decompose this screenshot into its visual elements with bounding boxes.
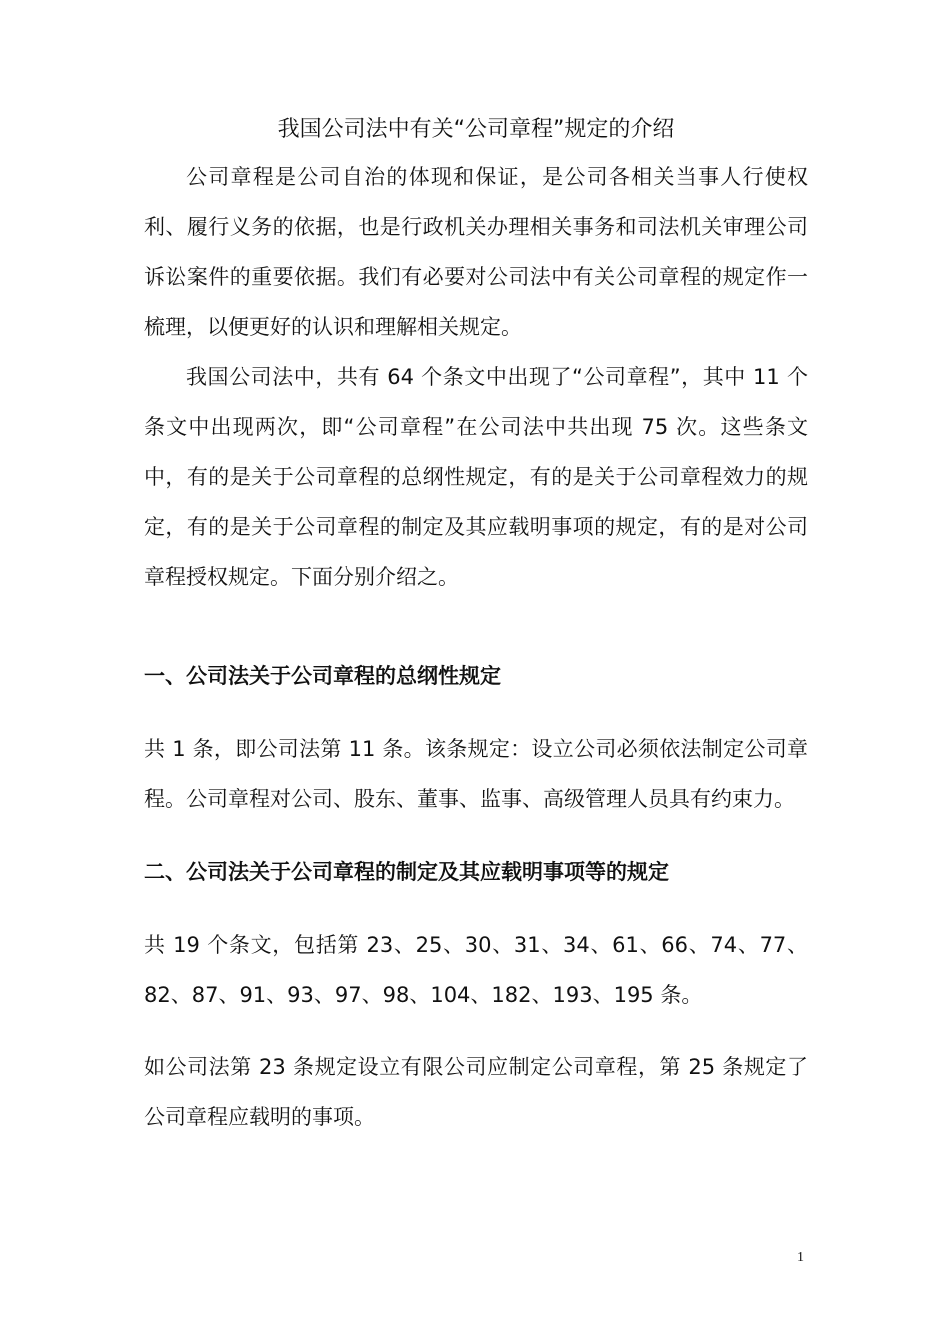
document-title: 我国公司法中有关“公司章程”规定的介绍	[277, 117, 675, 142]
document-body	[144, 108, 808, 1142]
intro-paragraph-1: 公司章程是公司自治的体现和保证，是公司各相关当事人行使权利、履行义务的依据，也是行政机关办理相关事务和司法机关审理公司诉讼案件的重要依据。我们有必要对公司法中有关公司章程的规定作一梳理，以便更好的认识和理解相关规定。	[144, 165, 808, 339]
page-number: 1	[797, 1250, 804, 1265]
spacer	[144, 1020, 808, 1042]
spacer	[144, 897, 808, 920]
section-1-heading: 一、公司法关于公司章程的总纲性规定	[144, 664, 501, 688]
spacer	[144, 602, 808, 651]
section-2-heading: 二、公司法关于公司章程的制定及其应载明事项等的规定	[144, 860, 669, 884]
section-2-paragraph-2: 如公司法第 23 条规定设立有限公司应制定公司章程，第 25 条规定了公司章程应载明的事项。	[144, 1055, 808, 1129]
section-2-paragraph-1: 共 19 个条文，包括第 23、25、30、31、34、61、66、74、77、82、87、91、93、97、98、104、182、193、195 条。	[144, 933, 808, 1007]
spacer	[144, 824, 808, 847]
intro-paragraph-2: 我国公司法中，共有 64 个条文中出现了“公司章程”，其中 11 个条文中出现两次，即“公司章程”在公司法中共出现 75 次。这些条文中，有的是关于公司章程的总纲性规定，有的是关于公司章程效力的规定，有的是关于公司章程的制定及其应载明事项的规定，有的是对公司章程授权规定。下面分别介绍之。	[144, 365, 808, 589]
spacer	[144, 701, 808, 724]
section-1-paragraph-1: 共 1 条，即公司法第 11 条。该条规定：设立公司必须依法制定公司章程。公司章程对公司、股东、董事、监事、高级管理人员具有约束力。	[144, 737, 808, 811]
